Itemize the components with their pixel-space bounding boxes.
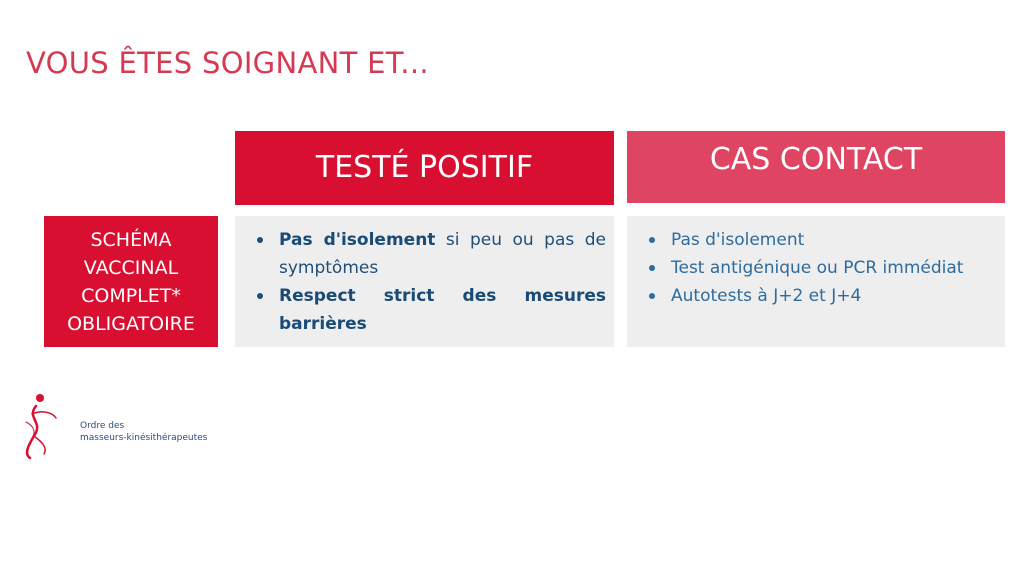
bullet-icon — [257, 237, 263, 243]
cell-cas-contact — [627, 216, 1005, 347]
list-item — [647, 226, 997, 254]
header-teste-positif: TESTÉ POSITIF — [235, 131, 614, 205]
page-title: VOUS ÊTES SOIGNANT ET... — [26, 46, 429, 80]
list-item — [647, 254, 997, 282]
header-cas-contact: CAS CONTACT — [627, 131, 1005, 203]
logo-line: masseurs-kinésithérapeutes — [80, 433, 208, 443]
item-bold-text: Respect strict des mesures barrières — [279, 286, 606, 334]
logo-text — [80, 420, 207, 444]
row-label-line: SCHÉMA — [90, 228, 172, 251]
item-text: Test antigénique ou PCR immédiat — [671, 258, 964, 278]
positive-list — [255, 226, 606, 338]
row-label-line: OBLIGATOIRE — [67, 312, 195, 335]
row-label-line: VACCINAL — [83, 256, 179, 279]
list-item — [647, 282, 997, 310]
row-label-schema-vaccinal — [44, 216, 218, 347]
logo-line: Ordre des — [80, 421, 125, 431]
bullet-icon — [257, 293, 263, 299]
item-bold-text: Pas d'isolement — [279, 230, 436, 250]
row-label-line: COMPLET* — [81, 284, 181, 307]
item-text: si peu ou pas de symptômes — [279, 230, 606, 278]
list-item — [255, 226, 606, 282]
bullet-icon — [649, 293, 655, 299]
item-text: Autotests à J+2 et J+4 — [671, 286, 862, 306]
list-item — [255, 282, 606, 338]
bullet-icon — [649, 265, 655, 271]
bullet-icon — [649, 237, 655, 243]
cell-teste-positif — [235, 216, 614, 347]
item-text: Pas d'isolement — [671, 230, 805, 250]
contact-list — [647, 226, 997, 310]
